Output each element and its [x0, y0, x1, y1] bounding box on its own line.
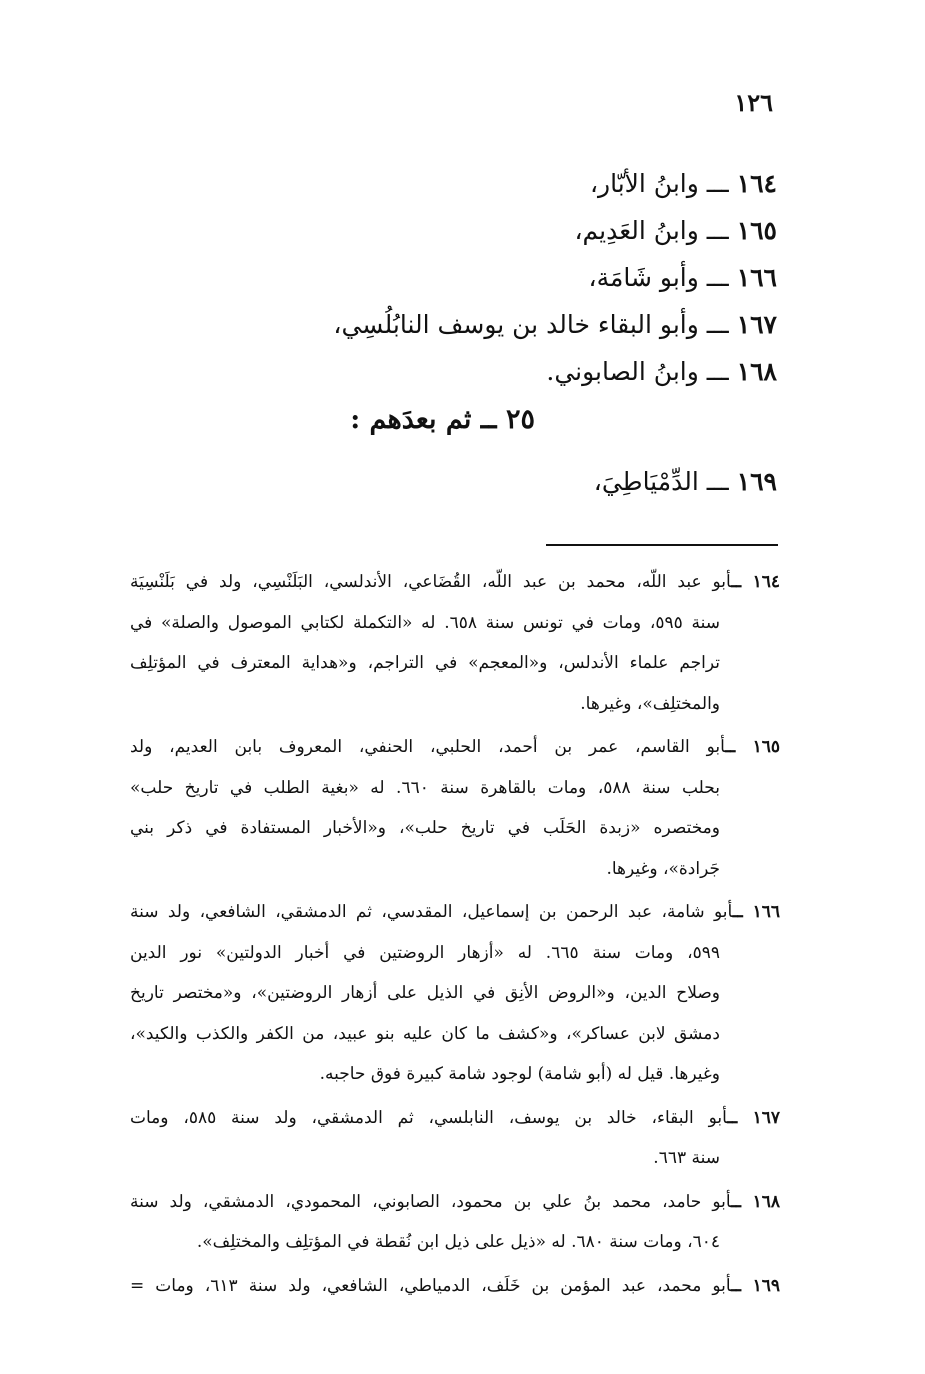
entry-dash: ـــ — [706, 310, 729, 339]
main-entry — [217, 160, 777, 207]
footnote-line — [130, 1098, 780, 1139]
footnote-line: سنة ٦٦٣. — [653, 1148, 720, 1168]
footnote-line — [130, 892, 780, 933]
footnote-text: أبو شامة، عبد الرحمن بن إسماعيل، المقدسي، ثم الدمشقي، الشافعي، ولد سنة — [130, 902, 733, 922]
entry-number: ١٦٦ — [736, 263, 777, 292]
footnote-line: بحلب سنة ٥٨٨، ومات بالقاهرة سنة ٦٦٠. له «بغية الطلب في تاريخ حلب» — [130, 777, 720, 798]
entry-text: وابنُ العَدِيم، — [574, 216, 699, 245]
entry-text: وأبو شَامَة، — [588, 263, 699, 292]
footnote-line: وغيرها. قيل له (أبو شامة) لوجود شامة كبيرة فوق حاجبه. — [319, 1064, 720, 1084]
footnotes — [130, 562, 780, 1309]
main-entry — [217, 254, 777, 301]
entry-dash: ـــ — [706, 216, 729, 245]
entry-dash: ـــ — [706, 467, 729, 496]
main-entry-list — [217, 160, 777, 395]
entry-text: وأبو البقاء خالد بن يوسف النابُلُسِي، — [333, 310, 699, 339]
entry-dash: ـــ — [706, 357, 729, 386]
entry-number: ١٦٥ — [736, 216, 777, 245]
footnote-text: أبو القاسم، عمر بن أحمد، الحلبي، الحنفي، المعروف بابن العديم، ولد — [130, 737, 726, 757]
footnote-text: أبو البقاء، خالد بن يوسف، النابلسي، ثم الدمشقي، ولد سنة ٥٨٥، ومات — [130, 1107, 728, 1128]
footnote-168 — [130, 1182, 780, 1263]
footnote-text: أبو عبد اللّه، محمد بن عبد اللّه، القُضَاعي، الأندلسي، البَلَنْسِي، ولد في بَلَنْسِيَة — [130, 572, 732, 592]
footnote-line: ٦٠٤، ومات سنة ٦٨٠. له «ذيل على ذيل ابن نُقطة في المؤتلِف والمختلِف». — [196, 1232, 720, 1252]
footnote-line — [130, 1266, 780, 1307]
footnote-line: والمختلِف»، وغيرها. — [580, 693, 720, 714]
section-heading: ٢٥ ــ ثم بعدَهم : — [350, 404, 535, 435]
main-entry — [217, 207, 777, 254]
footnote-text: أبو محمد، عبد المؤمن بن خَلَف، الدمياطي، الشافعي، ولد سنة ٦١٣، ومات = — [130, 1275, 732, 1296]
footnote-text: أبو حامد، محمد بنُ علي بن محمود، الصابوني، المحمودي، الدمشقي، ولد سنة — [130, 1191, 732, 1212]
entry-dash: ـــ — [706, 263, 729, 292]
entry-number: ١٦٨ — [736, 357, 777, 386]
footnote-number: ١٦٥ ــ — [725, 737, 780, 757]
footnote-number: ١٦٧ ــ — [727, 1107, 780, 1128]
footnote-line: دمشق لابن عساكر»، و«كشف ما كان عليه بنو عبيد، من الكفر والكذب والكيد»، — [130, 1023, 720, 1044]
footnote-166 — [130, 892, 780, 1095]
footnote-line: وصلاح الدين، و«الروض الأنِق في الذيل على أزهار الروضتين»، و«مختصر تاريخ — [130, 983, 720, 1003]
footnote-line — [130, 562, 780, 603]
entry-number: ١٦٧ — [736, 310, 777, 339]
entry-text: الدِّمْيَاطِيَ، — [593, 467, 699, 496]
footnote-line: ومختصره «زبدة الحَلَب في تاريخ حلب»، و«الأخبار المستفادة في ذكر بني — [130, 818, 720, 838]
footnote-169 — [130, 1266, 780, 1307]
entry-number: ١٦٩ — [736, 467, 777, 496]
footnote-number: ١٦٩ ــ — [731, 1275, 780, 1296]
main-entry — [594, 467, 777, 496]
footnote-number: ١٦٨ ــ — [731, 1191, 780, 1212]
entry-number: ١٦٤ — [736, 169, 777, 198]
entry-text: وابنُ الصابوني. — [546, 357, 699, 386]
entry-text: وابنُ الأبّار، — [589, 169, 699, 198]
footnote-line: تراجم علماء الأندلس، و«المعجم» في التراجم، و«هداية المعترف في المؤتلِف — [130, 653, 720, 673]
entry-dash: ـــ — [706, 169, 729, 198]
footnote-number: ١٦٦ ــ — [732, 902, 780, 922]
page-number: ١٢٦ — [734, 88, 773, 117]
footnote-167 — [130, 1098, 780, 1179]
main-entry — [217, 301, 777, 348]
footnote-separator — [546, 544, 778, 546]
footnote-line — [130, 727, 780, 768]
footnote-number: ١٦٤ ــ — [731, 572, 780, 592]
footnote-165 — [130, 727, 780, 889]
footnote-164 — [130, 562, 780, 724]
footnote-line — [130, 1182, 780, 1223]
footnote-line: سنة ٥٩٥، ومات في تونس سنة ٦٥٨. له «التكملة لكتابي الموصول والصلة» في — [130, 612, 720, 633]
footnote-line: ٥٩٩، ومات سنة ٦٦٥. له «أزهار الروضتين في أخبار الدولتين» نور الدين — [130, 942, 720, 963]
main-entry — [217, 348, 777, 395]
footnote-line: جَرادة»، وغيرها. — [606, 858, 720, 879]
